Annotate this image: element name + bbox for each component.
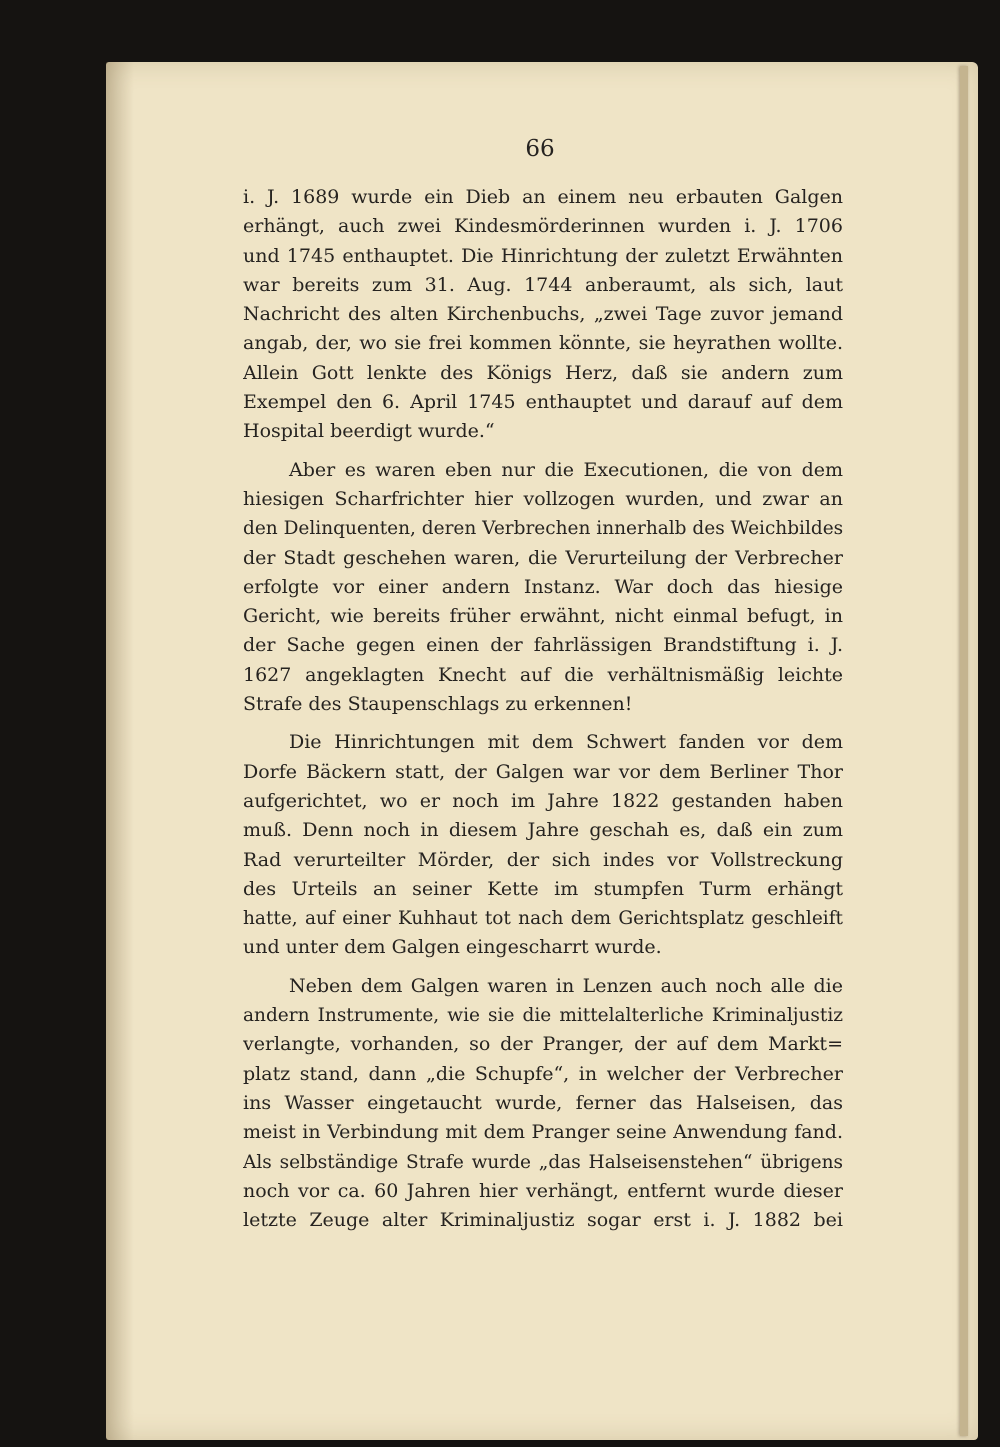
paragraph-gap: [243, 719, 843, 728]
paragraph-gap: [243, 963, 843, 972]
text-line: hiesigen Scharfrichter hier vollzogen wurden, und zwar an: [243, 487, 843, 510]
text-line: hatte, auf einer Kuhhaut tot nach dem Gerichtsplatz geschleift: [243, 908, 843, 930]
text-line: ins Wasser eingetaucht wurde, ferner das Halseisen, das: [243, 1091, 843, 1114]
body-text: [243, 183, 843, 1235]
text-line: Rad verurteilter Mörder, der sich indes vor Vollstreckung: [243, 848, 843, 871]
text-line: Als selbständige Strafe wurde „das Halseisenstehen“ übrigens: [243, 1151, 843, 1173]
text-line: andern Instrumente, wie sie die mittelalterliche Kriminaljustiz: [243, 1005, 843, 1027]
spine-shadow: [106, 62, 134, 1440]
text-line: war bereits zum 31. Aug. 1744 anberaumt, als sich, laut: [243, 273, 843, 296]
text-line: und 1745 enthauptet. Die Hinrichtung der zuletzt Erwähnten: [243, 244, 843, 267]
text-line: i. J. 1689 wurde ein Dieb an einem neu erbauten Galgen: [243, 186, 843, 208]
text-line: Neben dem Galgen waren in Lenzen auch noch alle die: [289, 974, 843, 997]
text-line: muß. Denn noch in diesem Jahre geschah es, daß ein zum: [243, 819, 843, 842]
next-page-edge: [960, 66, 968, 1436]
paragraph-gap: [243, 447, 843, 456]
text-line: noch vor ca. 60 Jahren hier verhängt, entfernt wurde dieser: [243, 1179, 843, 1202]
text-line: Nachricht des alten Kirchenbuchs, „zwei Tage zuvor jemand: [243, 303, 843, 326]
text-line: 1627 angeklagten Knecht auf die verhältnismäßig leichte: [243, 663, 843, 686]
text-line: Allein Gott lenkte des Königs Herz, daß sie andern zum: [243, 361, 843, 384]
page-number: 66: [525, 136, 555, 162]
text-line: erhängt, auch zwei Kindesmörderinnen wurden i. J. 1706: [243, 215, 843, 238]
text-line: Dorfe Bäckern statt, der Galgen war vor dem Berliner Thor: [243, 760, 843, 783]
text-line: Exempel den 6. April 1745 enthauptet und darauf auf dem: [243, 391, 843, 414]
text-line: der Stadt geschehen waren, die Verurteilung der Verbrecher: [243, 546, 843, 569]
text-line: platz stand, dann „die Schupfe“, in welcher der Verbrecher: [243, 1062, 843, 1085]
text-line: meist in Verbindung mit dem Pranger seine Anwendung fand.: [243, 1121, 843, 1144]
text-line: aufgerichtet, wo er noch im Jahre 1822 gestanden haben: [243, 789, 843, 812]
text-line: und unter dem Galgen eingescharrt wurde.: [243, 936, 662, 959]
text-line: Hospital beerdigt wurde.“: [243, 420, 495, 443]
text-line: der Sache gegen einen der fahrlässigen Brandstiftung i. J.: [243, 634, 843, 657]
text-line: Strafe des Staupenschlags zu erkennen!: [243, 693, 633, 716]
text-line: letzte Zeuge alter Kriminaljustiz sogar erst i. J. 1882 bei: [243, 1209, 843, 1232]
text-line: verlangte, vorhanden, so der Pranger, der auf dem Markt=: [243, 1033, 843, 1056]
text-line: Gericht, wie bereits früher erwähnt, nicht einmal befugt, in: [243, 605, 843, 628]
text-line: erfolgte vor einer andern Instanz. War doch das hiesige: [243, 575, 843, 598]
text-line: angab, der, wo sie frei kommen könnte, sie heyrathen wollte.: [243, 332, 843, 355]
text-line: des Urteils an seiner Kette im stumpfen Turm erhängt: [243, 877, 843, 900]
text-line: Aber es waren eben nur die Executionen, die von dem: [289, 458, 843, 481]
text-line: den Delinquenten, deren Verbrechen innerhalb des Weichbildes: [243, 518, 843, 540]
text-line: Die Hinrichtungen mit dem Schwert fanden vor dem: [289, 731, 843, 754]
